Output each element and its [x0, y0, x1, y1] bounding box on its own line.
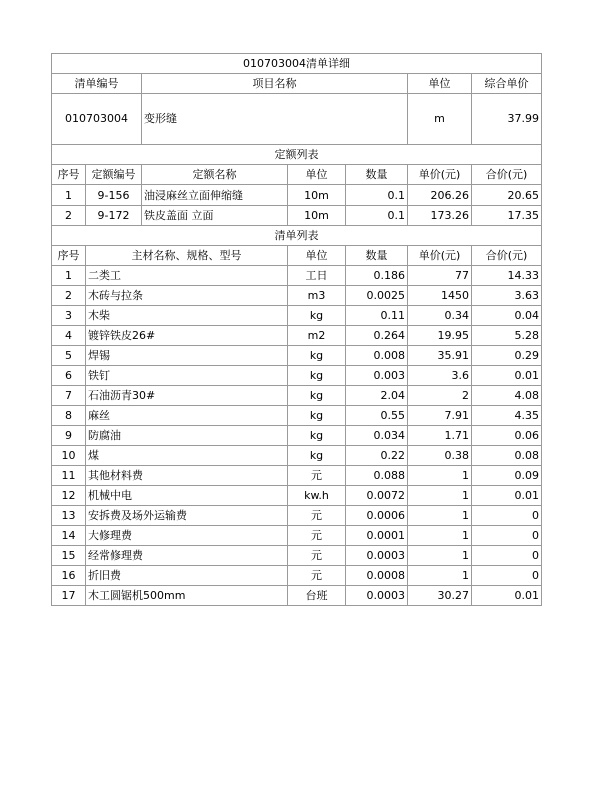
mat-name: 煤 [86, 446, 288, 466]
quota-col-unit-price: 单价(元) [408, 165, 472, 185]
item-price: 37.99 [472, 94, 542, 145]
quota-unit-price: 206.26 [408, 185, 472, 206]
mat-total: 0 [472, 526, 542, 546]
mat-name: 二类工 [86, 266, 288, 286]
material-row [52, 586, 542, 606]
mat-unit: kg [288, 406, 346, 426]
mat-seq: 4 [52, 326, 86, 346]
table-title: 010703004清单详细 [52, 54, 542, 74]
mat-unit: m2 [288, 326, 346, 346]
mat-name: 铁钉 [86, 366, 288, 386]
mat-name: 木工圆锯机500mm [86, 586, 288, 606]
mat-total: 0 [472, 506, 542, 526]
mat-unit-price: 3.6 [408, 366, 472, 386]
material-row [52, 266, 542, 286]
material-row [52, 386, 542, 406]
mat-qty: 0.088 [346, 466, 408, 486]
mat-seq: 13 [52, 506, 86, 526]
code-header: 清单编号 [52, 74, 142, 94]
mat-seq: 2 [52, 286, 86, 306]
quota-unit: 10m [288, 185, 346, 206]
quota-name: 铁皮盖面 立面 [142, 206, 288, 226]
quota-total: 20.65 [472, 185, 542, 206]
mat-seq: 10 [52, 446, 86, 466]
mat-unit: 台班 [288, 586, 346, 606]
mat-unit: 元 [288, 526, 346, 546]
mat-qty: 0.0001 [346, 526, 408, 546]
mat-unit: kg [288, 346, 346, 366]
mat-seq: 9 [52, 426, 86, 446]
mat-qty: 0.186 [346, 266, 408, 286]
mat-total: 4.35 [472, 406, 542, 426]
mat-qty: 0.22 [346, 446, 408, 466]
material-row [52, 486, 542, 506]
mat-unit-price: 0.34 [408, 306, 472, 326]
mat-total: 0 [472, 566, 542, 586]
mat-seq: 11 [52, 466, 86, 486]
mat-name: 经常修理费 [86, 546, 288, 566]
mat-seq: 7 [52, 386, 86, 406]
mat-total: 14.33 [472, 266, 542, 286]
quota-unit-price: 173.26 [408, 206, 472, 226]
material-row [52, 306, 542, 326]
mat-unit-price: 1 [408, 486, 472, 506]
quota-qty: 0.1 [346, 206, 408, 226]
mat-seq: 15 [52, 546, 86, 566]
mat-seq: 6 [52, 366, 86, 386]
mat-unit-price: 19.95 [408, 326, 472, 346]
quota-col-seq: 序号 [52, 165, 86, 185]
mat-total: 0.06 [472, 426, 542, 446]
mat-seq: 1 [52, 266, 86, 286]
mat-unit-price: 1 [408, 526, 472, 546]
material-row [52, 566, 542, 586]
mat-seq: 3 [52, 306, 86, 326]
mat-seq: 8 [52, 406, 86, 426]
mat-total: 5.28 [472, 326, 542, 346]
material-row [52, 526, 542, 546]
quota-seq: 2 [52, 206, 86, 226]
mat-total: 4.08 [472, 386, 542, 406]
bill-detail-table [51, 53, 542, 606]
quota-col-name: 定额名称 [142, 165, 288, 185]
mat-unit-price: 1 [408, 546, 472, 566]
quota-unit: 10m [288, 206, 346, 226]
mat-name: 麻丝 [86, 406, 288, 426]
material-row [52, 426, 542, 446]
mat-total: 0.09 [472, 466, 542, 486]
mat-total: 0.01 [472, 486, 542, 506]
material-row [52, 346, 542, 366]
quota-code: 9-172 [86, 206, 142, 226]
mat-col-unit-price: 单价(元) [408, 246, 472, 266]
mat-seq: 12 [52, 486, 86, 506]
mat-name: 木柴 [86, 306, 288, 326]
material-row [52, 286, 542, 306]
mat-name: 折旧费 [86, 566, 288, 586]
mat-unit-price: 1 [408, 466, 472, 486]
name-header: 项目名称 [142, 74, 408, 94]
mat-name: 其他材料费 [86, 466, 288, 486]
mat-unit: 元 [288, 566, 346, 586]
mat-seq: 16 [52, 566, 86, 586]
mat-seq: 5 [52, 346, 86, 366]
mat-total: 0.04 [472, 306, 542, 326]
mat-unit-price: 77 [408, 266, 472, 286]
mat-unit-price: 30.27 [408, 586, 472, 606]
quota-col-code: 定额编号 [86, 165, 142, 185]
quota-col-qty: 数量 [346, 165, 408, 185]
mat-total: 3.63 [472, 286, 542, 306]
mat-qty: 0.003 [346, 366, 408, 386]
mat-qty: 0.0008 [346, 566, 408, 586]
mat-total: 0 [472, 546, 542, 566]
quota-code: 9-156 [86, 185, 142, 206]
item-unit: m [408, 94, 472, 145]
mat-name: 镀锌铁皮26# [86, 326, 288, 346]
mat-unit: m3 [288, 286, 346, 306]
mat-seq: 17 [52, 586, 86, 606]
mat-name: 安拆费及场外运输费 [86, 506, 288, 526]
mat-unit-price: 1450 [408, 286, 472, 306]
item-name: 变形缝 [142, 94, 408, 145]
mat-col-qty: 数量 [346, 246, 408, 266]
price-header: 综合单价 [472, 74, 542, 94]
mat-total: 0.29 [472, 346, 542, 366]
mat-qty: 0.55 [346, 406, 408, 426]
mat-col-total: 合价(元) [472, 246, 542, 266]
mat-unit-price: 2 [408, 386, 472, 406]
mat-name: 机械中电 [86, 486, 288, 506]
unit-header: 单位 [408, 74, 472, 94]
mat-col-unit: 单位 [288, 246, 346, 266]
material-row [52, 506, 542, 526]
mat-col-seq: 序号 [52, 246, 86, 266]
quota-header-row [52, 165, 542, 185]
quota-qty: 0.1 [346, 185, 408, 206]
mat-total: 0.01 [472, 366, 542, 386]
quota-seq: 1 [52, 185, 86, 206]
mat-unit-price: 1 [408, 506, 472, 526]
mat-unit: kg [288, 446, 346, 466]
mat-unit: 工日 [288, 266, 346, 286]
mat-qty: 0.034 [346, 426, 408, 446]
material-row [52, 446, 542, 466]
mat-unit-price: 7.91 [408, 406, 472, 426]
mat-qty: 0.11 [346, 306, 408, 326]
mat-unit: kg [288, 386, 346, 406]
material-row [52, 466, 542, 486]
mat-name: 木砖与拉条 [86, 286, 288, 306]
material-row [52, 546, 542, 566]
mat-unit: kg [288, 306, 346, 326]
mat-qty: 0.0025 [346, 286, 408, 306]
quota-col-total: 合价(元) [472, 165, 542, 185]
materials-header-row [52, 246, 542, 266]
mat-unit-price: 1 [408, 566, 472, 586]
mat-col-name: 主材名称、规格、型号 [86, 246, 288, 266]
quota-total: 17.35 [472, 206, 542, 226]
mat-qty: 0.0006 [346, 506, 408, 526]
mat-name: 石油沥青30# [86, 386, 288, 406]
material-row [52, 366, 542, 386]
material-row [52, 406, 542, 426]
mat-unit-price: 1.71 [408, 426, 472, 446]
mat-unit: kg [288, 366, 346, 386]
mat-unit: 元 [288, 466, 346, 486]
materials-section-title: 清单列表 [52, 226, 542, 246]
material-row [52, 326, 542, 346]
mat-qty: 0.0072 [346, 486, 408, 506]
mat-name: 防腐油 [86, 426, 288, 446]
mat-unit-price: 0.38 [408, 446, 472, 466]
mat-unit: 元 [288, 546, 346, 566]
mat-name: 大修理费 [86, 526, 288, 546]
mat-unit-price: 35.91 [408, 346, 472, 366]
mat-qty: 0.0003 [346, 546, 408, 566]
mat-unit: kg [288, 426, 346, 446]
quota-name: 油浸麻丝立面伸缩缝 [142, 185, 288, 206]
mat-total: 0.08 [472, 446, 542, 466]
mat-qty: 0.0003 [346, 586, 408, 606]
mat-qty: 0.264 [346, 326, 408, 346]
mat-qty: 2.04 [346, 386, 408, 406]
mat-qty: 0.008 [346, 346, 408, 366]
item-code: 010703004 [52, 94, 142, 145]
mat-seq: 14 [52, 526, 86, 546]
mat-name: 焊锡 [86, 346, 288, 366]
mat-unit: 元 [288, 506, 346, 526]
quota-section-title: 定额列表 [52, 145, 542, 165]
mat-total: 0.01 [472, 586, 542, 606]
quota-col-unit: 单位 [288, 165, 346, 185]
quota-row [52, 206, 542, 226]
quota-row [52, 185, 542, 206]
mat-unit: kw.h [288, 486, 346, 506]
